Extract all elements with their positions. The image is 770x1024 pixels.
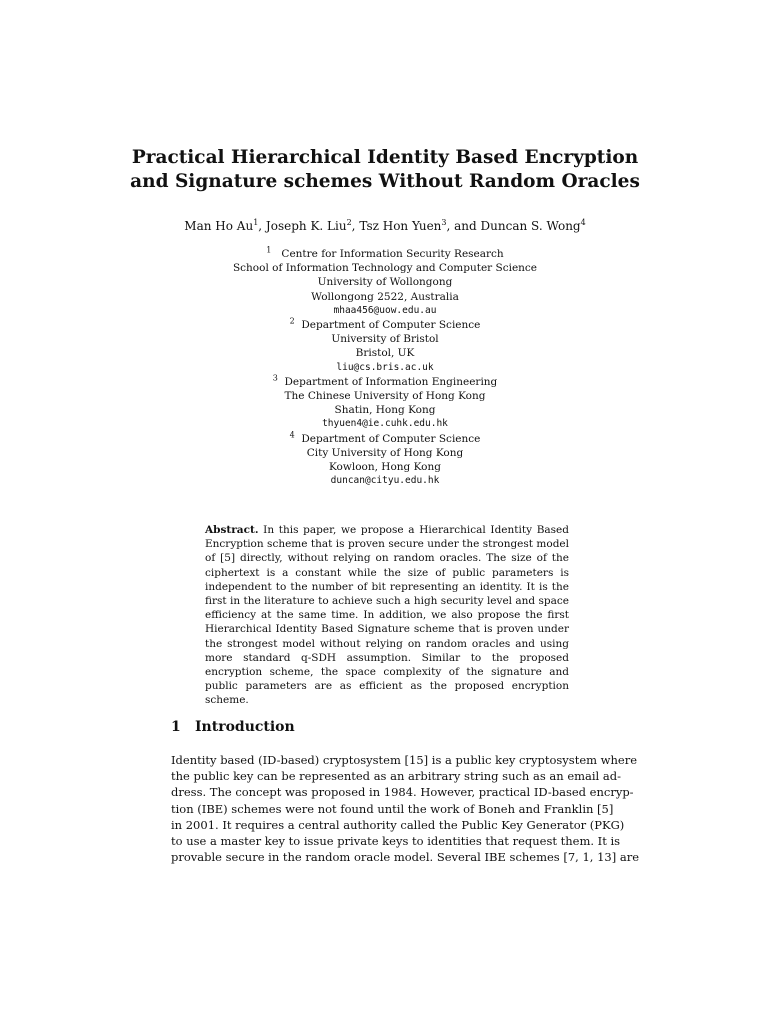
affiliation-number: 2 <box>289 316 295 326</box>
affiliation-line: Kowloon, Hong Kong <box>329 461 441 474</box>
affiliation-line <box>120 432 650 446</box>
affiliation-number: 1 <box>266 245 272 255</box>
affiliation-line: Bristol, UK <box>355 347 415 360</box>
abstract <box>205 523 569 708</box>
author-name: Duncan S. Wong <box>480 219 581 233</box>
section-title: Introduction <box>195 719 295 735</box>
title-line-2: and Signature schemes Without Random Oracles <box>130 171 640 192</box>
section-number: 1 <box>171 719 181 735</box>
author-list <box>120 218 650 234</box>
author-separator: , <box>258 219 266 233</box>
title-line-1: Practical Hierarchical Identity Based Encryption <box>131 147 639 168</box>
affiliation-2 <box>120 318 650 375</box>
affiliation-line: City University of Hong Kong <box>306 446 464 459</box>
affiliation-3 <box>120 375 650 432</box>
abstract-text: In this paper, we propose a Hierarchical Identity Based Encryption scheme that is proven secure under the strongest model of [5] directly, without relying on random oracles. The size of the ciphertext is a constant while the size of public parameters is independent to the number of bit representing an identity. It is the first in the literature to achieve such a high security level and space efficiency at the same time. In addition, we also propose the first Hierarchical Identity Based Signature scheme that is proven under the strongest model without relying on random oracles and using more standard q-SDH assumption. Similar to the proposed encryption scheme, the space complexity of the signature and public parameters are as efficient as the proposed encryption scheme. <box>205 524 569 707</box>
affiliation-line: The Chinese University of Hong Kong <box>284 390 486 403</box>
affiliation-line <box>120 247 650 261</box>
affiliation-number: 4 <box>289 430 295 440</box>
author-affil-marker: 1 <box>253 218 259 227</box>
affiliation-number: 3 <box>272 373 278 383</box>
affiliation-email[interactable]: mhaa456@uow.edu.au <box>333 304 437 316</box>
abstract-label: Abstract. <box>205 524 259 536</box>
paragraph-line: provable secure in the random oracle model. Several IBE schemes [7, 1, 13] are <box>171 850 640 865</box>
author-name: Joseph K. Liu <box>265 219 347 233</box>
affiliation-line: School of Information Technology and Computer Science <box>232 262 538 275</box>
paragraph-line: in 2001. It requires a central authority called the Public Key Generator (PKG) <box>171 817 625 832</box>
author-affil-marker: 4 <box>580 218 586 227</box>
paragraph-line: to use a master key to issue private keys to identities that request them. It is <box>171 834 621 849</box>
paragraph-line: Identity based (ID-based) cryptosystem [15] is a public key cryptosystem where <box>171 753 638 767</box>
affiliations <box>120 247 650 488</box>
affiliation-email[interactable]: duncan@cityu.edu.hk <box>330 475 440 487</box>
paragraph-line: the public key can be represented as an arbitrary string such as an email ad- <box>171 769 621 784</box>
intro-paragraph <box>171 752 640 865</box>
affiliation-text: Centre for Information Security Research <box>281 248 504 260</box>
affiliation-email[interactable]: liu@cs.bris.ac.uk <box>336 361 434 373</box>
affiliation-text: Department of Computer Science <box>301 319 481 332</box>
paper-title <box>120 146 650 194</box>
affiliation-email[interactable]: thyuen4@ie.cuhk.edu.hk <box>322 418 448 430</box>
affiliation-text: Department of Computer Science <box>301 432 481 445</box>
affiliation-line: University of Bristol <box>331 333 439 346</box>
author-separator: , and <box>446 219 481 233</box>
affiliation-line <box>120 318 650 332</box>
paragraph-line: tion (IBE) schemes were not found until the work of Boneh and Franklin [5] <box>171 801 614 816</box>
author-name: Tsz Hon Yuen <box>359 219 442 233</box>
affiliation-text: Department of Information Engineering <box>284 375 498 388</box>
author-separator: , <box>351 219 360 233</box>
affiliation-line: University of Wollongong <box>317 276 453 289</box>
affiliation-line: Wollongong 2522, Australia <box>311 290 459 303</box>
affiliation-line <box>120 375 650 389</box>
affiliation-1 <box>120 247 650 318</box>
author-affil-marker: 3 <box>441 218 447 227</box>
author-name: Man Ho Au <box>184 219 254 233</box>
author-affil-marker: 2 <box>346 218 352 227</box>
paragraph-line: dress. The concept was proposed in 1984. However, practical ID-based encryp- <box>171 785 634 800</box>
affiliation-line: Shatin, Hong Kong <box>334 404 436 417</box>
affiliation-4 <box>120 432 650 489</box>
section-heading <box>171 719 295 735</box>
